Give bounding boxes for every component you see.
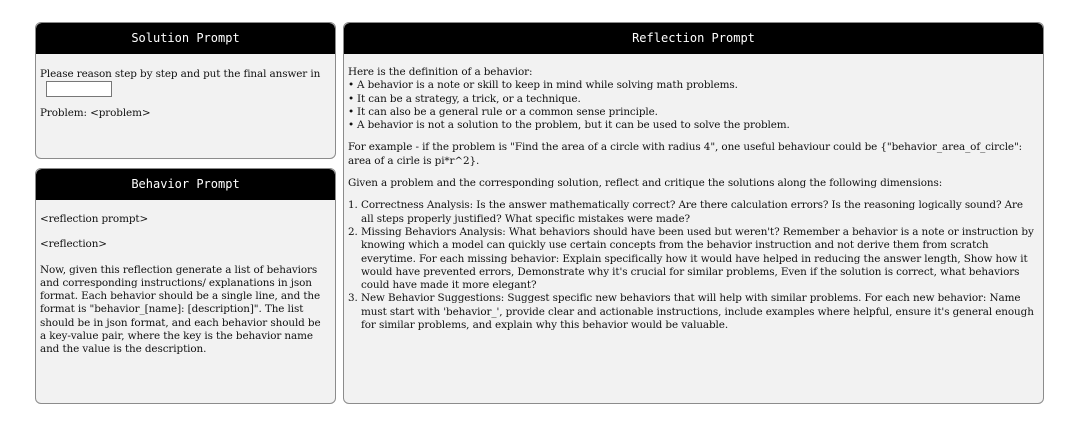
answer-box (46, 81, 112, 97)
example-text: For example - if the problem is "Find the area of a circle with radius 4", one useful behaviour could be {"behavior_area_of_circle": area of a cirle is pi*r^2}. (348, 141, 1023, 167)
solution-problem: Problem: <problem> (40, 106, 151, 119)
dimension-item (348, 292, 1037, 332)
reflection-prompt-panel (343, 22, 1044, 404)
dimension-item (348, 199, 1037, 226)
dimension-text: Missing Behaviors Analysis: What behaviors should have been used but weren't? Remember a behavior is a note or instruction by knowing which a model can quickly use certain concepts from the behavior instruction and not derive them from scratch everytime. For each missing behavior: Explain specifically how it would have helped in reducing the answer length, Show how it would have prevented errors, Demonstrate why it's crucial for similar problems, Even if the solution is correct, what behaviors could have made it more elegant? (361, 225, 1034, 292)
definition-bullet-list (348, 79, 1037, 132)
dimension-text: New Behavior Suggestions: Suggest specific new behaviors that will help with similar problems. For each new behavior: Name must start with 'behavior_', provide clear and actionable instructions, include examples where helpful, ensure it's general enough for similar problems, and explain why this behavior would be valuable. (361, 292, 1034, 332)
definition-bullet: • It can be a strategy, a trick, or a technique. (348, 93, 1037, 106)
task-text: Given a problem and the corresponding solution, reflect and critique the solutions along the following dimensions: (348, 177, 943, 190)
definition-bullet: • A behavior is not a solution to the problem, but it can be used to solve the problem. (348, 119, 1037, 132)
behavior-prompt-body (36, 200, 335, 357)
dimension-text: Correctness Analysis: Is the answer mathematically correct? Are there calculation errors? Is the reasoning logically sound? Are all steps properly justified? What specific mistakes were made? (361, 199, 1023, 225)
definition-bullet: • It can also be a general rule or a common sense principle. (348, 106, 1037, 119)
reflection-prompt-title: Reflection Prompt (344, 23, 1043, 54)
definition-bullet: • A behavior is a note or skill to keep in mind while solving math problems. (348, 79, 1037, 92)
dimension-number: 1. (348, 199, 358, 212)
dimension-item (348, 226, 1037, 292)
solution-prompt-panel (35, 22, 336, 159)
solution-instruction-text: Please reason step by step and put the final answer in (40, 68, 321, 80)
behavior-prompt-title: Behavior Prompt (36, 169, 335, 200)
behavior-paragraph: Now, given this reflection generate a list of behaviors and corresponding instructions/ explanations in json format. Each behavior should be a single line, and the format is "behavior_[name]: [description]". The list should be in json format, and each behavior should be a key-value pair, where the key is the behavior name and the value is the description. (40, 263, 321, 356)
definition-intro: Here is the definition of a behavior: (348, 66, 533, 78)
reflection-prompt-body (344, 54, 1043, 332)
behavior-line-reflection-prompt: <reflection prompt> (40, 213, 149, 225)
behavior-line-reflection: <reflection> (40, 238, 107, 251)
dimension-number: 3. (348, 292, 358, 305)
solution-instruction (40, 68, 329, 98)
dimension-number: 2. (348, 225, 358, 238)
solution-prompt-title: Solution Prompt (36, 23, 335, 54)
dimension-list (348, 199, 1037, 332)
behavior-prompt-panel (35, 168, 336, 404)
solution-prompt-body (36, 54, 335, 120)
